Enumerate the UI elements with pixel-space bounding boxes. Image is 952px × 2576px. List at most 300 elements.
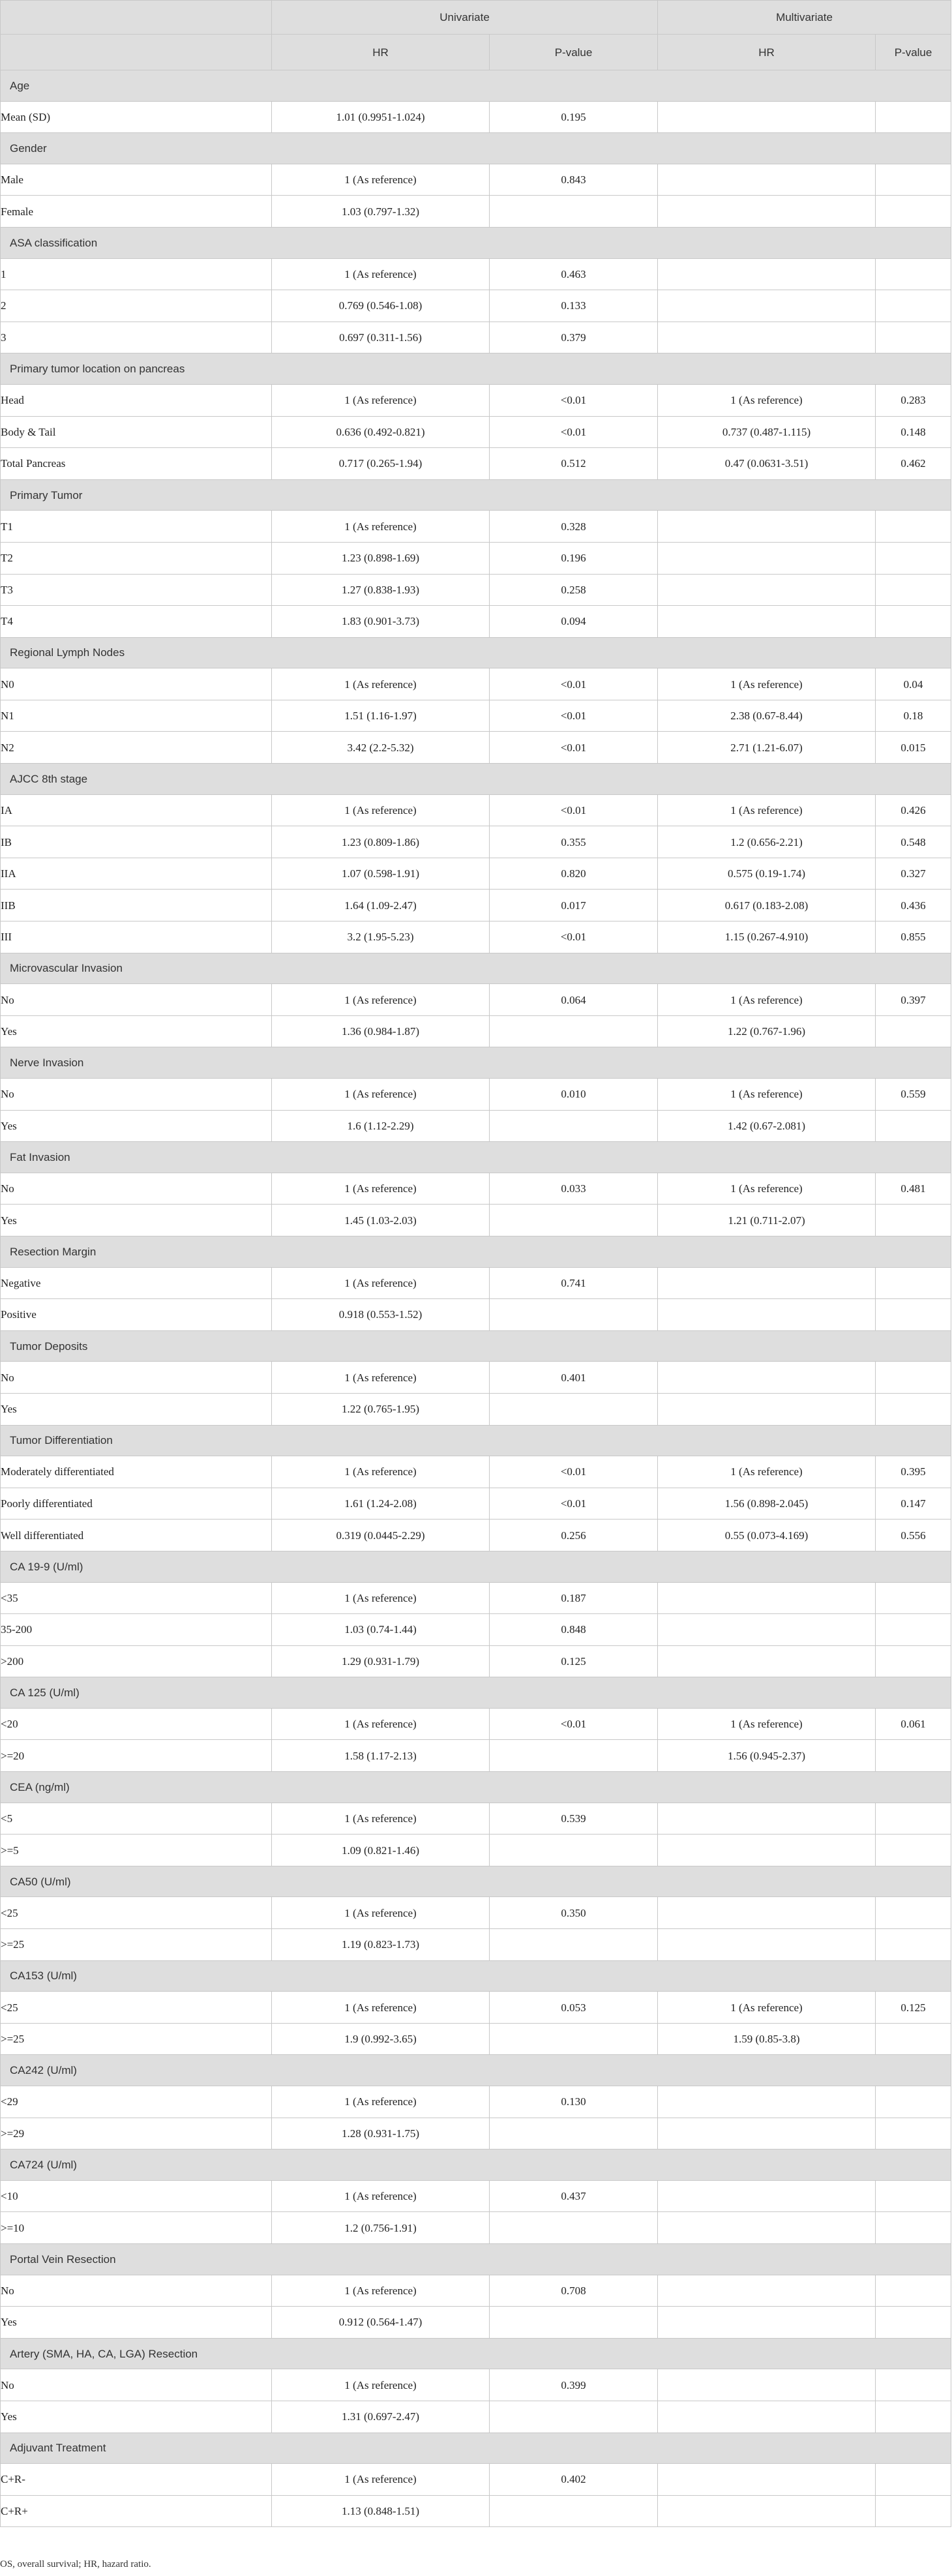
multivariate-pvalue-cell: 0.556 bbox=[876, 1520, 951, 1551]
multivariate-hr-cell bbox=[658, 1582, 876, 1614]
section-header-row bbox=[1, 1866, 951, 1897]
multivariate-hr-cell: 0.47 (0.0631-3.51) bbox=[658, 448, 876, 480]
section-header-row bbox=[1, 2338, 951, 2369]
section-title: CA724 (U/ml) bbox=[1, 2149, 951, 2181]
section-header-row bbox=[1, 637, 951, 668]
univariate-hr-cell: 1 (As reference) bbox=[272, 1582, 490, 1614]
multivariate-pvalue-cell bbox=[876, 1299, 951, 1331]
section-title: Microvascular Invasion bbox=[1, 953, 951, 984]
univariate-hr-cell: 1.28 (0.931-1.75) bbox=[272, 2118, 490, 2149]
multivariate-pvalue-cell: 0.283 bbox=[876, 384, 951, 416]
variable-level-cell: N2 bbox=[1, 732, 272, 764]
table-row bbox=[1, 574, 951, 606]
section-title: Regional Lymph Nodes bbox=[1, 637, 951, 668]
multivariate-pvalue-cell: 0.436 bbox=[876, 890, 951, 921]
multivariate-hr-cell: 1.15 (0.267-4.910) bbox=[658, 921, 876, 953]
univariate-hr-cell: 1 (As reference) bbox=[272, 1456, 490, 1488]
univariate-hr-cell: 1.64 (1.09-2.47) bbox=[272, 890, 490, 921]
variable-level-cell: <20 bbox=[1, 1708, 272, 1740]
section-header-row bbox=[1, 1551, 951, 1582]
multivariate-hr-cell: 0.575 (0.19-1.74) bbox=[658, 858, 876, 890]
variable-level-cell: Female bbox=[1, 196, 272, 228]
univariate-pvalue-cell: 0.539 bbox=[490, 1803, 658, 1835]
multivariate-pvalue-cell: 0.125 bbox=[876, 1992, 951, 2024]
table-row bbox=[1, 1110, 951, 1142]
section-header-row bbox=[1, 227, 951, 258]
univariate-pvalue-cell: 0.401 bbox=[490, 1362, 658, 1394]
table-row bbox=[1, 890, 951, 921]
univariate-hr-cell: 1 (As reference) bbox=[272, 2369, 490, 2401]
variable-level-cell: >200 bbox=[1, 1645, 272, 1677]
univariate-hr-cell: 1 (As reference) bbox=[272, 1173, 490, 1205]
section-title: Resection Margin bbox=[1, 1236, 951, 1267]
univariate-pvalue-cell: 0.053 bbox=[490, 1992, 658, 2024]
univariate-pvalue-cell bbox=[490, 1110, 658, 1142]
univariate-hr-cell: 1.19 (0.823-1.73) bbox=[272, 1929, 490, 1961]
univariate-pvalue-cell: 0.820 bbox=[490, 858, 658, 890]
multivariate-pvalue-cell bbox=[876, 1803, 951, 1835]
variable-level-cell: IIA bbox=[1, 858, 272, 890]
univariate-hr-cell: 1.13 (0.848-1.51) bbox=[272, 2495, 490, 2527]
univariate-pvalue-cell: 0.196 bbox=[490, 542, 658, 574]
multivariate-hr-cell: 1.21 (0.711-2.07) bbox=[658, 1205, 876, 1236]
univariate-pvalue-cell: 0.187 bbox=[490, 1582, 658, 1614]
variable-level-cell: T4 bbox=[1, 606, 272, 638]
table-row bbox=[1, 858, 951, 890]
multivariate-pvalue-cell bbox=[876, 542, 951, 574]
univariate-pvalue-cell: 0.463 bbox=[490, 258, 658, 290]
table-row bbox=[1, 794, 951, 826]
table-row bbox=[1, 1267, 951, 1299]
table-row bbox=[1, 1015, 951, 1047]
multivariate-pvalue-cell bbox=[876, 2495, 951, 2527]
variable-level-cell: No bbox=[1, 1079, 272, 1111]
table-row bbox=[1, 448, 951, 480]
variable-level-cell: C+R- bbox=[1, 2464, 272, 2496]
multivariate-pvalue-cell: 0.015 bbox=[876, 732, 951, 764]
univariate-hr-cell: 1 (As reference) bbox=[272, 384, 490, 416]
multivariate-pvalue-cell: 0.559 bbox=[876, 1079, 951, 1111]
variable-level-cell: No bbox=[1, 984, 272, 1016]
table-row bbox=[1, 606, 951, 638]
table-row bbox=[1, 1488, 951, 1520]
variable-level-cell: No bbox=[1, 2275, 272, 2307]
variable-level-cell: 1 bbox=[1, 258, 272, 290]
multivariate-pvalue-cell bbox=[876, 1393, 951, 1425]
variable-level-cell: 3 bbox=[1, 322, 272, 353]
univariate-hr-cell: 1 (As reference) bbox=[272, 2180, 490, 2212]
univariate-hr-cell: 0.636 (0.492-0.821) bbox=[272, 416, 490, 448]
multivariate-hr-cell: 1.42 (0.67-2.081) bbox=[658, 1110, 876, 1142]
multivariate-pvalue-cell: 0.426 bbox=[876, 794, 951, 826]
univariate-pvalue-cell: <0.01 bbox=[490, 1456, 658, 1488]
multivariate-pvalue-cell bbox=[876, 1614, 951, 1646]
multivariate-hr-cell: 1 (As reference) bbox=[658, 1456, 876, 1488]
univariate-hr-cell: 1.51 (1.16-1.97) bbox=[272, 700, 490, 732]
univariate-hr-cell: 1 (As reference) bbox=[272, 1897, 490, 1929]
table-row bbox=[1, 2212, 951, 2244]
table-row bbox=[1, 196, 951, 228]
table-row bbox=[1, 700, 951, 732]
multivariate-pvalue-cell: 0.04 bbox=[876, 668, 951, 700]
header-column-row bbox=[1, 35, 951, 70]
section-header-row bbox=[1, 1330, 951, 1362]
table-row bbox=[1, 2118, 951, 2149]
variable-level-cell: T1 bbox=[1, 511, 272, 543]
section-title: Adjuvant Treatment bbox=[1, 2433, 951, 2464]
univariate-pvalue-cell: 0.133 bbox=[490, 290, 658, 322]
univariate-hr-cell: 1 (As reference) bbox=[272, 164, 490, 196]
multivariate-hr-cell bbox=[658, 2180, 876, 2212]
univariate-pvalue-cell bbox=[490, 1393, 658, 1425]
multivariate-hr-cell bbox=[658, 2369, 876, 2401]
variable-level-cell: Total Pancreas bbox=[1, 448, 272, 480]
multivariate-pvalue-cell: 0.061 bbox=[876, 1708, 951, 1740]
table-row bbox=[1, 1393, 951, 1425]
univariate-pvalue-cell: 0.708 bbox=[490, 2275, 658, 2307]
header-blank bbox=[1, 35, 272, 70]
section-header-row bbox=[1, 1236, 951, 1267]
multivariate-pvalue-cell bbox=[876, 322, 951, 353]
univariate-pvalue-cell bbox=[490, 1740, 658, 1772]
variable-level-cell: N1 bbox=[1, 700, 272, 732]
multivariate-hr-cell: 1.59 (0.85-3.8) bbox=[658, 2023, 876, 2055]
multivariate-pvalue-cell bbox=[876, 1205, 951, 1236]
multivariate-hr-cell bbox=[658, 1393, 876, 1425]
variable-level-cell: Positive bbox=[1, 1299, 272, 1331]
variable-level-cell: Male bbox=[1, 164, 272, 196]
table-row bbox=[1, 1173, 951, 1205]
variable-level-cell: Mean (SD) bbox=[1, 101, 272, 133]
table-row bbox=[1, 542, 951, 574]
section-header-row bbox=[1, 1677, 951, 1709]
univariate-pvalue-cell: <0.01 bbox=[490, 1708, 658, 1740]
univariate-hr-cell: 1.6 (1.12-2.29) bbox=[272, 1110, 490, 1142]
variable-level-cell: Negative bbox=[1, 1267, 272, 1299]
multivariate-pvalue-cell bbox=[876, 1740, 951, 1772]
section-header-row bbox=[1, 953, 951, 984]
univariate-pvalue-cell: 0.402 bbox=[490, 2464, 658, 2496]
univariate-hr-cell: 1 (As reference) bbox=[272, 258, 490, 290]
univariate-pvalue-cell: 0.064 bbox=[490, 984, 658, 1016]
multivariate-hr-cell: 2.71 (1.21-6.07) bbox=[658, 732, 876, 764]
variable-level-cell: N0 bbox=[1, 668, 272, 700]
multivariate-hr-cell: 1 (As reference) bbox=[658, 668, 876, 700]
table-row bbox=[1, 1835, 951, 1866]
header-univariate-hr: HR bbox=[272, 35, 490, 70]
univariate-hr-cell: 1 (As reference) bbox=[272, 2464, 490, 2496]
multivariate-hr-cell: 1 (As reference) bbox=[658, 1079, 876, 1111]
multivariate-pvalue-cell bbox=[876, 1110, 951, 1142]
univariate-hr-cell: 1.9 (0.992-3.65) bbox=[272, 2023, 490, 2055]
multivariate-pvalue-cell bbox=[876, 101, 951, 133]
variable-level-cell: Head bbox=[1, 384, 272, 416]
univariate-hr-cell: 1.03 (0.74-1.44) bbox=[272, 1614, 490, 1646]
table-row bbox=[1, 1456, 951, 1488]
table-row bbox=[1, 732, 951, 764]
table-row bbox=[1, 668, 951, 700]
section-header-row bbox=[1, 2433, 951, 2464]
section-title: Fat Invasion bbox=[1, 1142, 951, 1173]
variable-level-cell: No bbox=[1, 2369, 272, 2401]
multivariate-pvalue-cell bbox=[876, 2275, 951, 2307]
table-footnote: OS, overall survival; HR, hazard ratio. bbox=[0, 2559, 151, 2569]
univariate-pvalue-cell: 0.350 bbox=[490, 1897, 658, 1929]
multivariate-hr-cell: 1 (As reference) bbox=[658, 1708, 876, 1740]
multivariate-hr-cell bbox=[658, 2212, 876, 2244]
header-univariate: Univariate bbox=[272, 1, 658, 35]
univariate-pvalue-cell bbox=[490, 2495, 658, 2527]
multivariate-pvalue-cell bbox=[876, 2212, 951, 2244]
univariate-hr-cell: 1.23 (0.809-1.86) bbox=[272, 826, 490, 858]
univariate-hr-cell: 1.36 (0.984-1.87) bbox=[272, 1015, 490, 1047]
univariate-pvalue-cell bbox=[490, 2023, 658, 2055]
multivariate-pvalue-cell: 0.397 bbox=[876, 984, 951, 1016]
table-row bbox=[1, 2180, 951, 2212]
table-row bbox=[1, 2369, 951, 2401]
variable-level-cell: Yes bbox=[1, 2307, 272, 2339]
section-header-row bbox=[1, 70, 951, 102]
multivariate-hr-cell bbox=[658, 2086, 876, 2118]
section-title: AJCC 8th stage bbox=[1, 764, 951, 795]
univariate-pvalue-cell bbox=[490, 1835, 658, 1866]
table-row bbox=[1, 2023, 951, 2055]
multivariate-pvalue-cell bbox=[876, 2464, 951, 2496]
header-multivariate-hr: HR bbox=[658, 35, 876, 70]
variable-level-cell: >=10 bbox=[1, 2212, 272, 2244]
univariate-hr-cell: 1.01 (0.9951-1.024) bbox=[272, 101, 490, 133]
section-title: Age bbox=[1, 70, 951, 102]
multivariate-hr-cell: 1.56 (0.945-2.37) bbox=[658, 1740, 876, 1772]
section-title: Artery (SMA, HA, CA, LGA) Resection bbox=[1, 2338, 951, 2369]
univariate-pvalue-cell: <0.01 bbox=[490, 732, 658, 764]
table-row bbox=[1, 1897, 951, 1929]
univariate-hr-cell: 1 (As reference) bbox=[272, 1992, 490, 2024]
univariate-pvalue-cell: <0.01 bbox=[490, 700, 658, 732]
univariate-pvalue-cell: 0.843 bbox=[490, 164, 658, 196]
variable-level-cell: 35-200 bbox=[1, 1614, 272, 1646]
section-title: Tumor Differentiation bbox=[1, 1425, 951, 1456]
variable-level-cell: Yes bbox=[1, 1205, 272, 1236]
univariate-hr-cell: 0.918 (0.553-1.52) bbox=[272, 1299, 490, 1331]
multivariate-hr-cell bbox=[658, 2401, 876, 2433]
univariate-hr-cell: 1 (As reference) bbox=[272, 1362, 490, 1394]
variable-level-cell: <35 bbox=[1, 1582, 272, 1614]
univariate-pvalue-cell: 0.017 bbox=[490, 890, 658, 921]
variable-level-cell: >=29 bbox=[1, 2118, 272, 2149]
multivariate-pvalue-cell bbox=[876, 164, 951, 196]
multivariate-hr-cell bbox=[658, 2275, 876, 2307]
univariate-pvalue-cell: 0.033 bbox=[490, 1173, 658, 1205]
univariate-hr-cell: 1 (As reference) bbox=[272, 794, 490, 826]
univariate-pvalue-cell: <0.01 bbox=[490, 921, 658, 953]
univariate-pvalue-cell: 0.437 bbox=[490, 2180, 658, 2212]
multivariate-pvalue-cell: 0.462 bbox=[876, 448, 951, 480]
section-title: Primary tumor location on pancreas bbox=[1, 353, 951, 385]
table-row bbox=[1, 2275, 951, 2307]
univariate-pvalue-cell: <0.01 bbox=[490, 416, 658, 448]
multivariate-pvalue-cell: 0.148 bbox=[876, 416, 951, 448]
univariate-hr-cell: 1 (As reference) bbox=[272, 1079, 490, 1111]
univariate-pvalue-cell: 0.195 bbox=[490, 101, 658, 133]
variable-level-cell: Yes bbox=[1, 1015, 272, 1047]
univariate-hr-cell: 1 (As reference) bbox=[272, 984, 490, 1016]
table-row bbox=[1, 921, 951, 953]
multivariate-hr-cell bbox=[658, 1835, 876, 1866]
univariate-pvalue-cell: 0.130 bbox=[490, 2086, 658, 2118]
univariate-pvalue-cell: 0.741 bbox=[490, 1267, 658, 1299]
univariate-hr-cell: 1.23 (0.898-1.69) bbox=[272, 542, 490, 574]
variable-level-cell: 2 bbox=[1, 290, 272, 322]
multivariate-hr-cell: 1 (As reference) bbox=[658, 1173, 876, 1205]
variable-level-cell: T2 bbox=[1, 542, 272, 574]
table-row bbox=[1, 101, 951, 133]
multivariate-hr-cell: 1 (As reference) bbox=[658, 1992, 876, 2024]
univariate-pvalue-cell bbox=[490, 2307, 658, 2339]
multivariate-hr-cell bbox=[658, 258, 876, 290]
multivariate-pvalue-cell: 0.147 bbox=[876, 1488, 951, 1520]
multivariate-hr-cell bbox=[658, 1929, 876, 1961]
table-row bbox=[1, 384, 951, 416]
multivariate-pvalue-cell: 0.395 bbox=[876, 1456, 951, 1488]
univariate-hr-cell: 1 (As reference) bbox=[272, 1803, 490, 1835]
multivariate-pvalue-cell bbox=[876, 258, 951, 290]
multivariate-hr-cell bbox=[658, 511, 876, 543]
variable-level-cell: >=25 bbox=[1, 1929, 272, 1961]
multivariate-pvalue-cell: 0.18 bbox=[876, 700, 951, 732]
table-row bbox=[1, 322, 951, 353]
multivariate-pvalue-cell bbox=[876, 2023, 951, 2055]
section-title: Tumor Deposits bbox=[1, 1330, 951, 1362]
univariate-hr-cell: 0.769 (0.546-1.08) bbox=[272, 290, 490, 322]
section-header-row bbox=[1, 2055, 951, 2086]
table-row bbox=[1, 2464, 951, 2496]
variable-level-cell: Yes bbox=[1, 2401, 272, 2433]
table-row bbox=[1, 984, 951, 1016]
multivariate-hr-cell bbox=[658, 1614, 876, 1646]
variable-level-cell: <29 bbox=[1, 2086, 272, 2118]
multivariate-hr-cell: 0.55 (0.073-4.169) bbox=[658, 1520, 876, 1551]
section-header-row bbox=[1, 2243, 951, 2275]
univariate-hr-cell: 1.83 (0.901-3.73) bbox=[272, 606, 490, 638]
table-row bbox=[1, 1708, 951, 1740]
univariate-pvalue-cell: <0.01 bbox=[490, 668, 658, 700]
table-row bbox=[1, 2495, 951, 2527]
univariate-hr-cell: 1 (As reference) bbox=[272, 511, 490, 543]
univariate-pvalue-cell bbox=[490, 196, 658, 228]
multivariate-hr-cell bbox=[658, 1897, 876, 1929]
variable-level-cell: Moderately differentiated bbox=[1, 1456, 272, 1488]
multivariate-hr-cell bbox=[658, 322, 876, 353]
multivariate-pvalue-cell bbox=[876, 511, 951, 543]
univariate-pvalue-cell bbox=[490, 1929, 658, 1961]
variable-level-cell: Well differentiated bbox=[1, 1520, 272, 1551]
multivariate-hr-cell: 1.22 (0.767-1.96) bbox=[658, 1015, 876, 1047]
univariate-pvalue-cell: 0.256 bbox=[490, 1520, 658, 1551]
multivariate-hr-cell bbox=[658, 2464, 876, 2496]
multivariate-hr-cell: 2.38 (0.67-8.44) bbox=[658, 700, 876, 732]
univariate-hr-cell: 1.31 (0.697-2.47) bbox=[272, 2401, 490, 2433]
univariate-hr-cell: 1.45 (1.03-2.03) bbox=[272, 1205, 490, 1236]
multivariate-hr-cell bbox=[658, 2495, 876, 2527]
multivariate-hr-cell bbox=[658, 1362, 876, 1394]
univariate-pvalue-cell bbox=[490, 1015, 658, 1047]
section-title: CA 19-9 (U/ml) bbox=[1, 1551, 951, 1582]
univariate-pvalue-cell: <0.01 bbox=[490, 384, 658, 416]
univariate-hr-cell: 1.29 (0.931-1.79) bbox=[272, 1645, 490, 1677]
univariate-pvalue-cell: 0.399 bbox=[490, 2369, 658, 2401]
header-multivariate: Multivariate bbox=[658, 1, 951, 35]
variable-level-cell: Yes bbox=[1, 1393, 272, 1425]
header-blank bbox=[1, 1, 272, 35]
section-title: CA 125 (U/ml) bbox=[1, 1677, 951, 1709]
multivariate-pvalue-cell bbox=[876, 574, 951, 606]
univariate-hr-cell: 1.07 (0.598-1.91) bbox=[272, 858, 490, 890]
variable-level-cell: Yes bbox=[1, 1110, 272, 1142]
multivariate-pvalue-cell bbox=[876, 2369, 951, 2401]
header-group-row bbox=[1, 1, 951, 35]
table-row bbox=[1, 1740, 951, 1772]
section-title: Nerve Invasion bbox=[1, 1047, 951, 1079]
multivariate-hr-cell bbox=[658, 1803, 876, 1835]
multivariate-hr-cell bbox=[658, 542, 876, 574]
multivariate-hr-cell: 0.617 (0.183-2.08) bbox=[658, 890, 876, 921]
section-header-row bbox=[1, 1142, 951, 1173]
section-title: CA50 (U/ml) bbox=[1, 1866, 951, 1897]
univariate-pvalue-cell bbox=[490, 2212, 658, 2244]
section-header-row bbox=[1, 1960, 951, 1992]
multivariate-hr-cell bbox=[658, 101, 876, 133]
section-title: CA242 (U/ml) bbox=[1, 2055, 951, 2086]
section-title: ASA classification bbox=[1, 227, 951, 258]
table-row bbox=[1, 164, 951, 196]
multivariate-pvalue-cell: 0.481 bbox=[876, 1173, 951, 1205]
table-row bbox=[1, 1079, 951, 1111]
section-header-row bbox=[1, 1425, 951, 1456]
univariate-hr-cell: 1 (As reference) bbox=[272, 2086, 490, 2118]
variable-level-cell: <10 bbox=[1, 2180, 272, 2212]
univariate-hr-cell: 3.2 (1.95-5.23) bbox=[272, 921, 490, 953]
univariate-hr-cell: 0.697 (0.311-1.56) bbox=[272, 322, 490, 353]
table-row bbox=[1, 1299, 951, 1331]
table-row bbox=[1, 1362, 951, 1394]
univariate-hr-cell: 1.2 (0.756-1.91) bbox=[272, 2212, 490, 2244]
multivariate-pvalue-cell bbox=[876, 1362, 951, 1394]
variable-level-cell: T3 bbox=[1, 574, 272, 606]
univariate-pvalue-cell: 0.848 bbox=[490, 1614, 658, 1646]
multivariate-hr-cell bbox=[658, 2307, 876, 2339]
section-header-row bbox=[1, 1047, 951, 1079]
section-title: Portal Vein Resection bbox=[1, 2243, 951, 2275]
variable-level-cell: C+R+ bbox=[1, 2495, 272, 2527]
univariate-hr-cell: 1.58 (1.17-2.13) bbox=[272, 1740, 490, 1772]
multivariate-pvalue-cell bbox=[876, 1835, 951, 1866]
univariate-pvalue-cell: 0.512 bbox=[490, 448, 658, 480]
variable-level-cell: Body & Tail bbox=[1, 416, 272, 448]
variable-level-cell: <25 bbox=[1, 1897, 272, 1929]
variable-level-cell: <25 bbox=[1, 1992, 272, 2024]
section-header-row bbox=[1, 2149, 951, 2181]
table-row bbox=[1, 2401, 951, 2433]
multivariate-hr-cell bbox=[658, 290, 876, 322]
multivariate-hr-cell bbox=[658, 2118, 876, 2149]
multivariate-pvalue-cell bbox=[876, 1015, 951, 1047]
multivariate-hr-cell: 1 (As reference) bbox=[658, 384, 876, 416]
multivariate-pvalue-cell bbox=[876, 2118, 951, 2149]
section-title: CEA (ng/ml) bbox=[1, 1772, 951, 1803]
section-header-row bbox=[1, 353, 951, 385]
univariate-hr-cell: 1.22 (0.765-1.95) bbox=[272, 1393, 490, 1425]
